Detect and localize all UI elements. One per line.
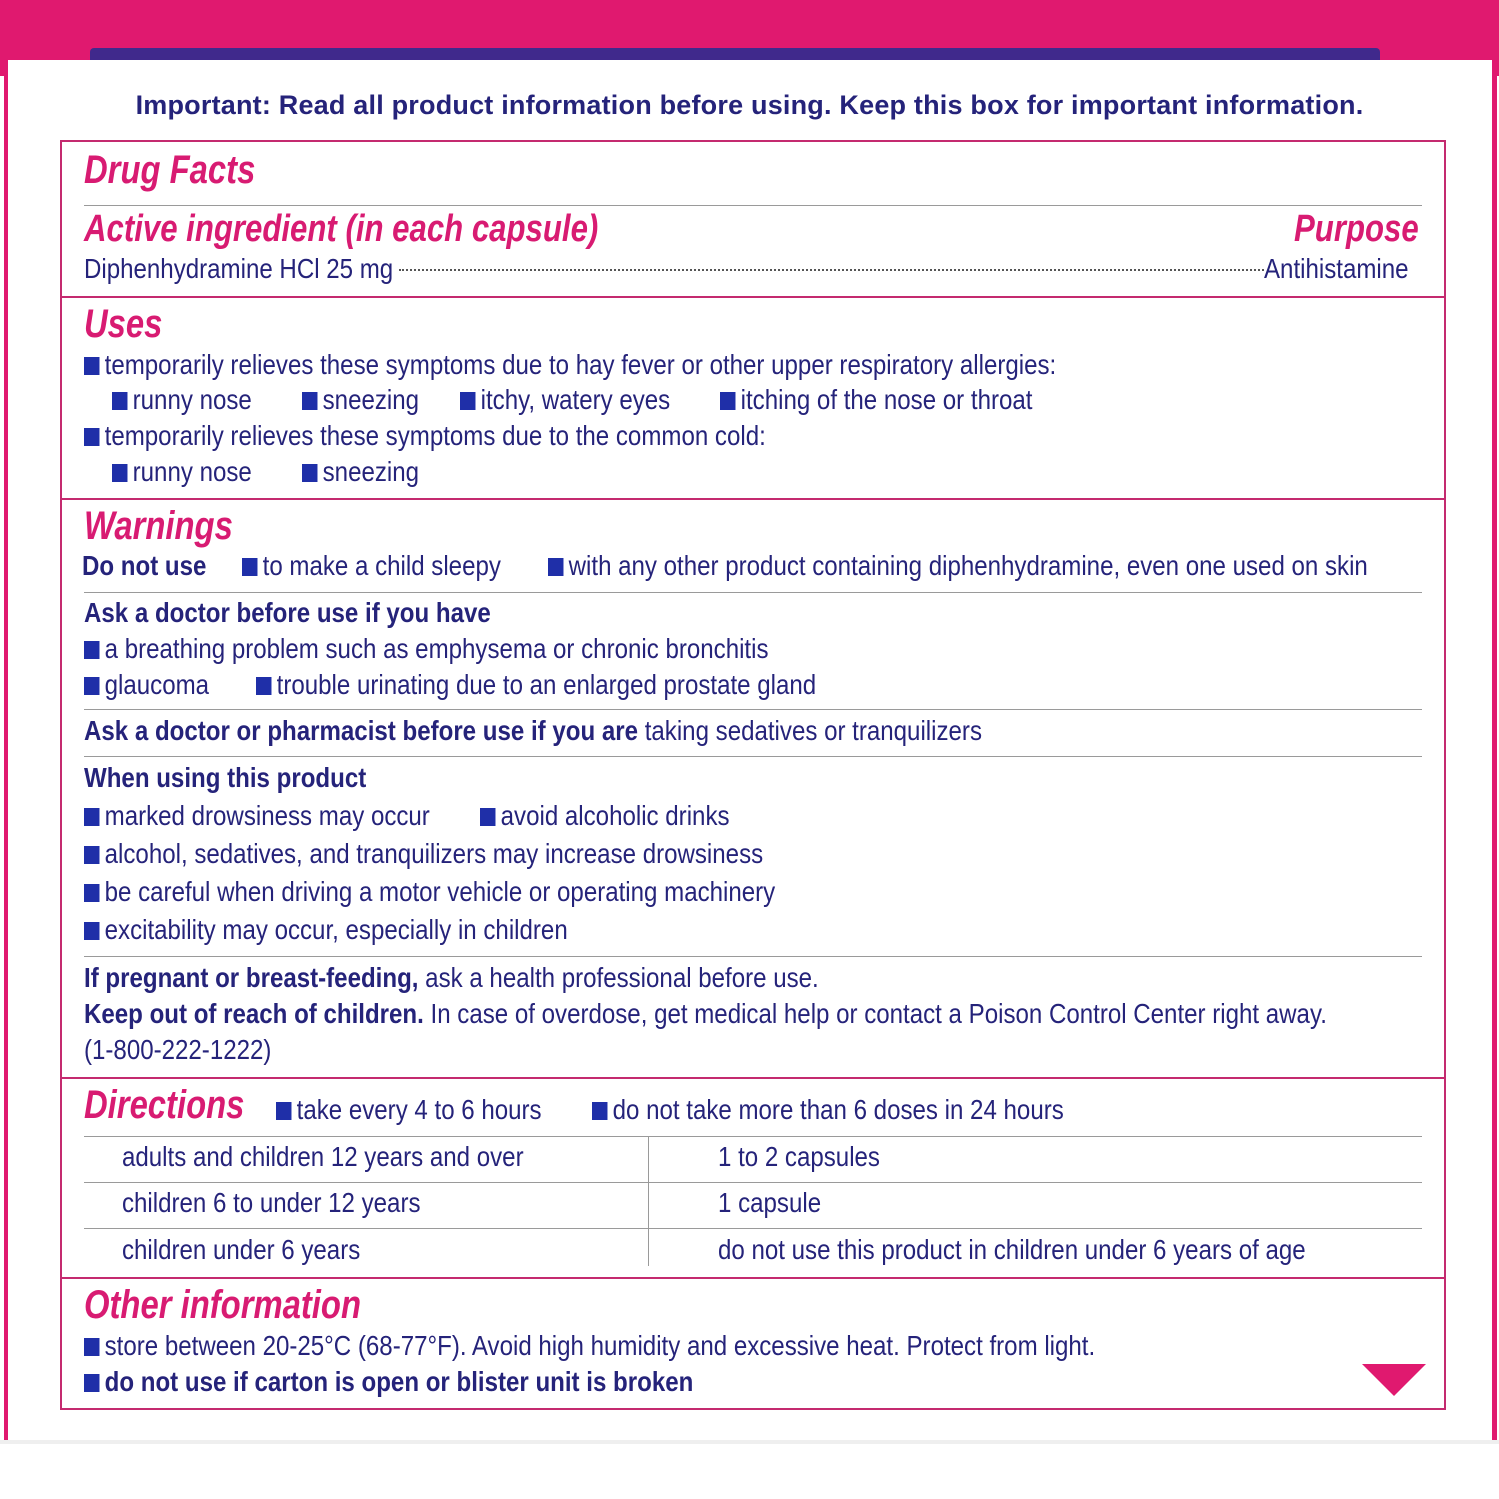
bullet-icon [112, 392, 127, 410]
uses-title: Uses [84, 302, 163, 346]
uses-line-2: temporarily relieves these symptoms due to the common cold: [84, 420, 766, 452]
do-not-use-2: with any other product containing diphenhydramine, even one used on skin [548, 550, 1368, 582]
bullet-icon [84, 641, 99, 659]
bullet-icon [548, 558, 563, 576]
divider [84, 1136, 1422, 1137]
divider [84, 756, 1422, 757]
warnings-title: Warnings [84, 504, 233, 548]
ask-doctor-1: a breathing problem such as emphysema or chronic bronchitis [84, 633, 769, 665]
drug-facts-title: Drug Facts [84, 148, 256, 192]
carton-bottom-edge [0, 1440, 1499, 1444]
directions-title: Directions [84, 1083, 245, 1127]
bullet-icon [460, 392, 475, 410]
uses-sub-2-b: sneezing [302, 456, 419, 488]
bullet-icon [84, 1338, 99, 1356]
bullet-icon [302, 392, 317, 410]
section-rule [62, 1077, 1444, 1079]
ask-doctor-2a: glaucoma [84, 669, 209, 701]
bullet-icon [276, 1102, 291, 1120]
divider [84, 956, 1422, 957]
when-using-3: be careful when driving a motor vehicle or operating machinery [84, 876, 775, 908]
section-rule [62, 1277, 1444, 1279]
bullet-icon [84, 884, 99, 902]
other-info-title: Other information [84, 1283, 361, 1327]
uses-sub-1-b: sneezing [302, 384, 419, 416]
active-ingredient-heading: Active ingredient (in each capsule) [84, 208, 599, 250]
ask-doctor-label: Ask a doctor before use if you have [84, 597, 491, 628]
uses-sub-2-a: runny nose [112, 456, 252, 488]
leader-dots [399, 269, 1264, 271]
ingredient-name: Diphenhydramine HCl 25 mg [84, 253, 394, 284]
bullet-icon [256, 677, 271, 695]
important-notice: Important: Read all product information before using. Keep this box for important information. [135, 90, 1364, 120]
ingredient-purpose: Antihistamine [1264, 253, 1409, 284]
do-not-use-label: Do not use [82, 550, 207, 581]
other-info-2: do not use if carton is open or blister unit is broken [84, 1366, 693, 1398]
bullet-icon [480, 808, 495, 826]
bullet-icon [242, 558, 257, 576]
bullet-icon [84, 428, 99, 446]
bullet-icon [84, 846, 99, 864]
divider [84, 709, 1422, 710]
bullet-icon [84, 922, 99, 940]
when-using-4: excitability may occur, especially in children [84, 914, 568, 946]
bullet-icon [84, 677, 99, 695]
bullet-icon [592, 1102, 607, 1120]
dosage-who-1: adults and children 12 years and over [122, 1141, 524, 1172]
uses-sub-1-c: itchy, watery eyes [460, 384, 670, 416]
bullet-icon [720, 392, 735, 410]
dosage-who-2: children 6 to under 12 years [122, 1187, 421, 1218]
divider [84, 592, 1422, 593]
purpose-heading: Purpose [1294, 208, 1419, 250]
when-using-2: alcohol, sedatives, and tranquilizers may increase drowsiness [84, 838, 763, 870]
when-using-1a: marked drowsiness may occur [84, 800, 430, 832]
bullet-icon [84, 1374, 99, 1392]
dosage-amount-1: 1 to 2 capsules [718, 1141, 880, 1172]
uses-sub-1-d: itching of the nose or throat [720, 384, 1032, 416]
dosage-who-3: children under 6 years [122, 1234, 361, 1265]
pregnant-warning: If pregnant or breast-feeding, ask a health professional before use. [84, 962, 819, 993]
directions-2: do not take more than 6 doses in 24 hours [592, 1094, 1064, 1126]
divider [84, 205, 1422, 206]
divider [84, 1182, 1422, 1183]
table-column-divider [648, 1136, 649, 1266]
bullet-icon [84, 808, 99, 826]
bullet-icon [84, 357, 99, 375]
ask-doctor-2b: trouble urinating due to an enlarged prostate gland [256, 669, 816, 701]
uses-line-1: temporarily relieves these symptoms due to hay fever or other upper respiratory allergies: [84, 349, 1056, 381]
poison-control-phone: (1-800-222-1222) [84, 1034, 272, 1065]
dosage-amount-2: 1 capsule [718, 1187, 822, 1218]
when-using-1b: avoid alcoholic drinks [480, 800, 730, 832]
bullet-icon [302, 464, 317, 482]
drug-facts-panel [60, 140, 1446, 1410]
dosage-amount-3: do not use this product in children under 6 years of age [718, 1234, 1306, 1265]
keep-out-of-reach: Keep out of reach of children. In case of overdose, get medical help or contact a Poison Control Center right away. [84, 998, 1327, 1029]
section-rule [62, 296, 1444, 298]
uses-sub-1-a: runny nose [112, 384, 252, 416]
section-rule [62, 498, 1444, 500]
when-using-label: When using this product [84, 762, 367, 793]
triangle-arrow-icon [1362, 1364, 1426, 1396]
divider [84, 1228, 1422, 1229]
other-info-1: store between 20-25°C (68-77°F). Avoid high humidity and excessive heat. Protect from light. [84, 1330, 1095, 1362]
do-not-use-1: to make a child sleepy [242, 550, 501, 582]
ask-pharmacist: Ask a doctor or pharmacist before use if you are taking sedatives or tranquilizers [84, 715, 983, 746]
bullet-icon [112, 464, 127, 482]
directions-1: take every 4 to 6 hours [276, 1094, 542, 1126]
